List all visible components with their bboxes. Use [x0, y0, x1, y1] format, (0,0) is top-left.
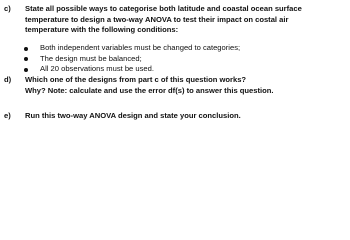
question-d-line-2: Why? Note: calculate and use the error df(s) to answer this question. [25, 85, 274, 95]
condition-text: All 20 observations must be used. [40, 64, 154, 73]
condition-item [22, 54, 240, 65]
condition-text: Both independent variables must be changed to categories; [40, 43, 241, 52]
question-d [4, 75, 274, 96]
question-d-marker: d) [4, 75, 12, 84]
condition-item [22, 64, 240, 75]
question-c-marker: c) [4, 4, 11, 13]
question-c-line-1: State all possible ways to categorise both latitude and coastal ocean surface [25, 4, 302, 13]
question-e [4, 111, 241, 122]
question-c [4, 4, 302, 36]
bullet-icon [24, 47, 28, 51]
question-c-line-3: temperature with the following conditions: [25, 25, 179, 34]
condition-text: The design must be balanced; [40, 53, 142, 63]
bullet-icon [24, 57, 28, 61]
bullet-icon [24, 68, 28, 72]
question-e-line-1: Run this two-way ANOVA design and state your conclusion. [25, 111, 241, 120]
conditions-list [22, 43, 240, 75]
condition-item [22, 43, 240, 54]
question-d-line-1: Which one of the designs from part c of this question works? [25, 75, 247, 84]
question-e-marker: e) [4, 111, 11, 120]
question-c-line-2: temperature to design a two-way ANOVA to test their impact on costal air [25, 14, 289, 24]
